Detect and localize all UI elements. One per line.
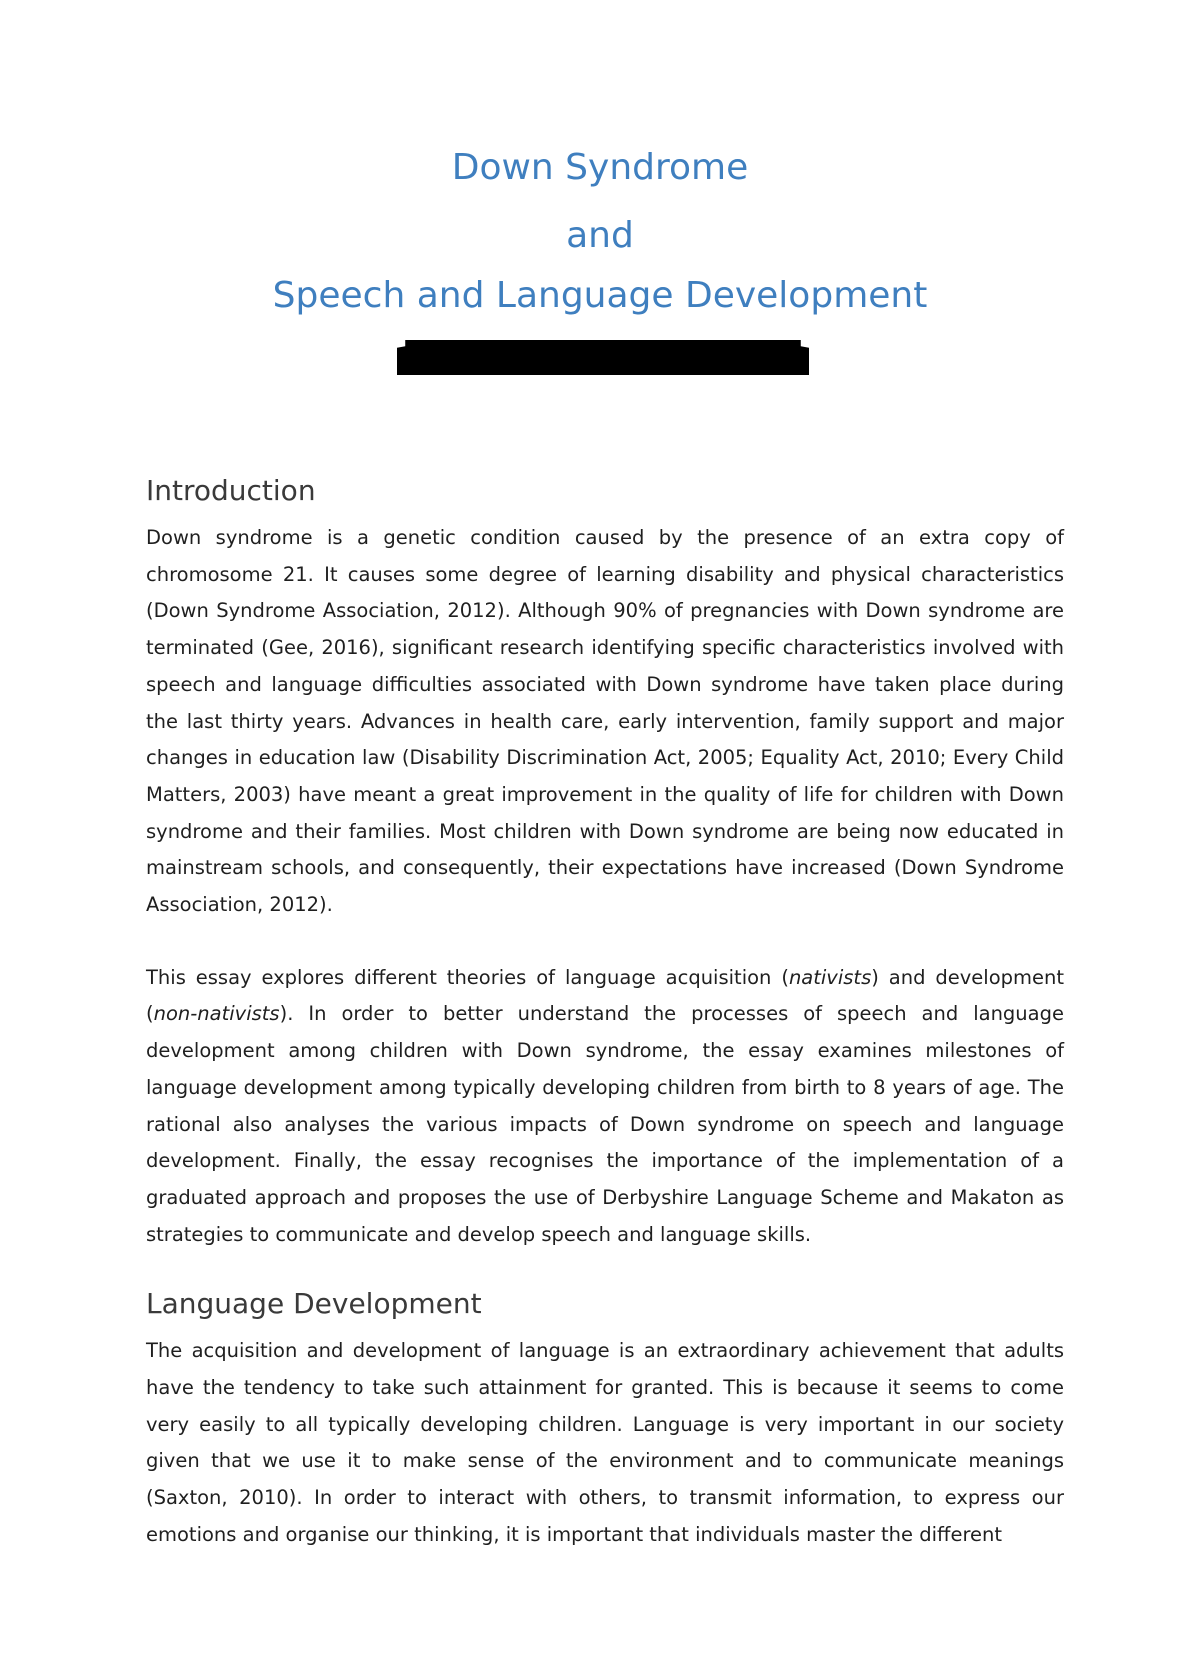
italic-term-nativists: nativists xyxy=(788,965,872,989)
paragraph-language-development-1: The acquisition and development of language is an extraordinary achievement that adults have the tendency to take such attainment for granted. This is because it seems to come very easily to all typically developing children. Language is very important in our society given that we use it to make sense of the environment and to communicate meanings (Saxton, 2010). In order to interact with others, to transmit information, to express our emotions and organise our thinking, it is important that individuals master the different xyxy=(146,1339,1064,1546)
section-heading-language-development: Language Development xyxy=(146,1287,482,1321)
title-line-3: Speech and Language Development xyxy=(272,275,928,316)
redacted-author-bar xyxy=(397,340,809,375)
italic-term-non-nativists: non-nativists xyxy=(153,1002,280,1026)
section-heading-introduction: Introduction xyxy=(146,474,316,507)
document-title xyxy=(0,140,1200,324)
document-body xyxy=(146,468,1064,1554)
paragraph-text-segment: ). In order to better understand the processes of speech and language development among children with Down syndrome, the essay examines milestones of language development among typically developing children from birth to 8 years of age. The rational also analyses the various impacts of Down syndrome on speech and language development. Finally, the essay recognises the importance of the implementation of a graduated approach and proposes the use of Derbyshire Language Scheme and Makaton as strategies to communicate and develop speech and language skills. xyxy=(146,1002,1064,1246)
paragraph-text-segment: This essay explores different theories of language acquisition ( xyxy=(146,965,789,989)
title-line-2: and xyxy=(566,215,634,256)
title-line-1: Down Syndrome xyxy=(451,147,749,188)
paragraph-introduction-1: Down syndrome is a genetic condition caused by the presence of an extra copy of chromosome 21. It causes some degree of learning disability and physical characteristics (Down Syndrome Association, 2012). Although 90% of pregnancies with Down syndrome are terminated (Gee, 2016), significant research identifying specific characteristics involved with speech and language difficulties associated with Down syndrome have taken place during the last thirty years. Advances in health care, early intervention, family support and major changes in education law (Disability Discrimination Act, 2005; Equality Act, 2010; Every Child Matters, 2003) have meant a great improvement in the quality of life for children with Down syndrome and their families. Most children with Down syndrome are being now educated in mainstream schools, and consequently, their expectations have increased (Down Syndrome Association, 2012). xyxy=(146,526,1064,917)
paragraph-introduction-2 xyxy=(146,960,1064,1254)
paragraph-text-segment: ) and development ( xyxy=(146,965,1064,1026)
